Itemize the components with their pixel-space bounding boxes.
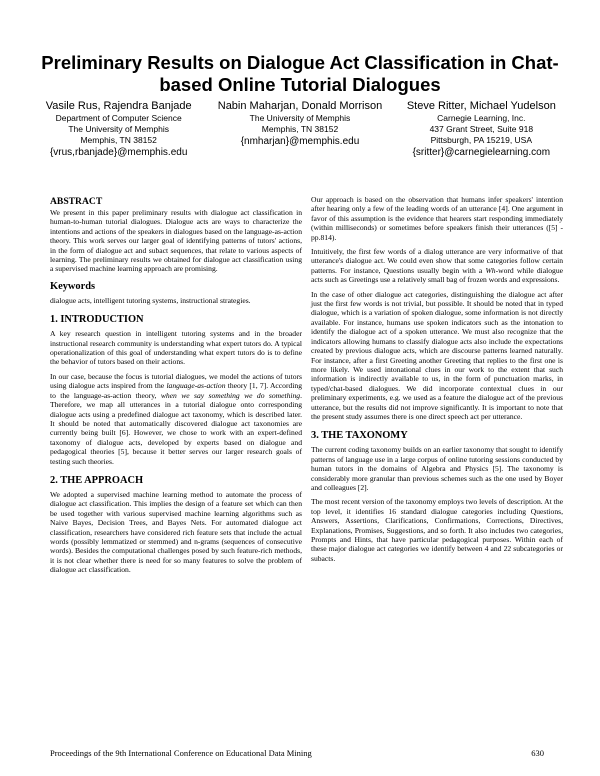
approach-paragraph: We adopted a supervised machine learning method to automate the process of dialogue act classification. This implies the design of a feature set which can then be used together with various supervised machine learning algorithms such as Naive Bayes, Decision Trees, and Bayes Nets. For automated dialogue act classification, researchers have considered rich feature sets that include the actual words (possibly lemmatized or stemmed) and n-grams (sequences of consecutive words). Besides the computational challenges posed by such feature-rich methods, it is not clear whether there is need for so many features to solve the problem of dialogue act classification. [50, 489, 302, 575]
body-paragraph: Our approach is based on the observation that humans infer speakers' intention after hearing only a few of the leading words of an utterance [4]. One argument in favor of this assumption is the evidence that hearers start responding immediately (within milliseconds) or sometimes before speakers finish their utterances ([5] - pp.814). [311, 195, 563, 242]
author-affiliation: Department of Computer Science [55, 113, 182, 123]
page-footer [50, 748, 544, 758]
author-affiliation: Memphis, TN 38152 [80, 135, 157, 145]
approach-heading: 2. THE APPROACH [50, 474, 144, 486]
author-email: {sritter}@carnegielearning.com [412, 147, 551, 158]
author-block [28, 100, 572, 160]
introduction-paragraph: In our case, because the focus is tutorial dialogues, we model the actions of tutors using dialogue acts inspired from the language-as-action theory [1, 7]. According to the language-as-action theory, when we say something we do something. Therefore, we map all utterances in a tutorial dialogue onto corresponding dialogue acts using a predefined dialogue act taxonomy, which is described later. It should be noted that automatically discovered dialogue act taxonomies are currently being built [6]. However, we chose to work with an expert-defined taxonomy of dialogue acts, developed by experts based on dialogue and pedagogical theories [5], because it better serves our larger research goals of testing such theories. [50, 371, 302, 466]
abstract-text: We present in this paper preliminary results with dialogue act classification in human-to-human tutorial dialogues. Dialogue acts are ways to characterize the intentions and actions of the speakers in dialogues based on the language-as-action theory. This work serves our larger goal of identifying patterns of tutors' actions, in the form of dialogue act and subact sequences, that relate to various aspects of learning. The preliminary results we obtained for dialogue act classification using a supervised machine learning approach are promising. [50, 208, 302, 274]
taxonomy-heading: 3. THE TAXONOMY [311, 430, 408, 442]
paper-title: Preliminary Results on Dialogue Act Classification in Chat-based Online Tutorial Dialogues [41, 52, 559, 95]
left-column [50, 196, 302, 580]
author-email: {nmharjan}@memphis.edu [240, 136, 360, 147]
author-names: Nabin Maharjan, Donald Morrison [217, 100, 383, 112]
taxonomy-paragraph: The most recent version of the taxonomy employs two levels of description. At the top level, it identifies 16 standard dialogue categories including Questions, Answers, Assertions, Clarifications, Confirmations, Corrections, Directives, Explanations, Promises, Suggestions, and so forth. It also includes two categories, Prompts and Hints, that have particular pedagogical purposes. Within each of these major dialogue act categories we identify between 4 and 22 subcategories or subacts. [311, 497, 563, 563]
author-group-2 [209, 100, 390, 160]
keywords-heading: Keywords [50, 280, 96, 292]
taxonomy-paragraph: The current coding taxonomy builds on an earlier taxonomy that sought to identify patterns of language use in a large corpus of online tutoring sessions conducted by human tutors in the domains of Algebra and Physics [5]. The taxonomy is considerably more granular than previous schemes such as the one used by Boyer and colleagues [2]. [311, 445, 563, 492]
body-paragraph: In the case of other dialogue act categories, distinguishing the dialogue act after just the first few words is not trivial, but possible. It should be noted that in typed dialogue, which is a variation of spoken dialogue, some information is not directly available. For instance, humans use spoken indicators such as the intonation to identify the dialogue act of a spoken utterance. We must also recognize that the indicators allowing humans to classify dialogue acts also include the expectations created by previous dialogue acts, which are discourse patterns learned naturally. For instance, after a first Greeting another Greeting that replies to the first one is more likely. We used intonational clues in our work to the extent that such information is indirectly available to us, in the form of punctuation marks, in typed/chat-based dialogues. We did incorporate contextual clues in our preliminary experiments, e.g. we used as a feature the dialogue act of the previous utterance, but the results did not improve significantly. It is important to note that the present study assumes there is one direct speech act per utterance. [311, 289, 563, 421]
proceedings-text: Proceedings of the 9th International Conference on Educational Data Mining [50, 748, 312, 758]
body-paragraph: Intuitively, the first few words of a dialog utterance are very informative of that utterance's dialogue act. We could even show that some categories follow certain patterns. For instance, Questions usually begin with a Wh-word while dialogue acts such as Greetings use a relatively small bag of frozen words and expressions. [311, 247, 563, 285]
author-affiliation: The University of Memphis [249, 113, 351, 123]
introduction-heading: 1. INTRODUCTION [50, 314, 144, 326]
author-group-3 [391, 100, 572, 160]
author-group-1 [28, 100, 209, 160]
author-email: {vrus,rbanjade}@memphis.edu [49, 147, 188, 158]
introduction-paragraph: A key research question in intelligent tutoring systems and in the broader instructional research community is understanding what expert tutors do. A typical operationalization of this goal of understanding what expert tutors do is to define the behavior of tutors based on their actions. [50, 329, 302, 367]
author-names: Steve Ritter, Michael Yudelson [406, 100, 556, 112]
page-number: 630 [531, 748, 544, 758]
keywords-text: dialogue acts, intelligent tutoring systems, instructional strategies. [50, 295, 251, 305]
author-affiliation: 437 Grant Street, Suite 918 [429, 124, 534, 134]
author-affiliation: Memphis, TN 38152 [261, 124, 339, 134]
right-column [311, 195, 563, 568]
author-names: Vasile Rus, Rajendra Banjade [45, 100, 192, 112]
author-affiliation: Carnegie Learning, Inc. [437, 113, 526, 123]
abstract-heading: ABSTRACT [50, 196, 103, 207]
author-affiliation: The University of Memphis [68, 124, 169, 134]
author-affiliation: Pittsburgh, PA 15219, USA [430, 135, 533, 145]
